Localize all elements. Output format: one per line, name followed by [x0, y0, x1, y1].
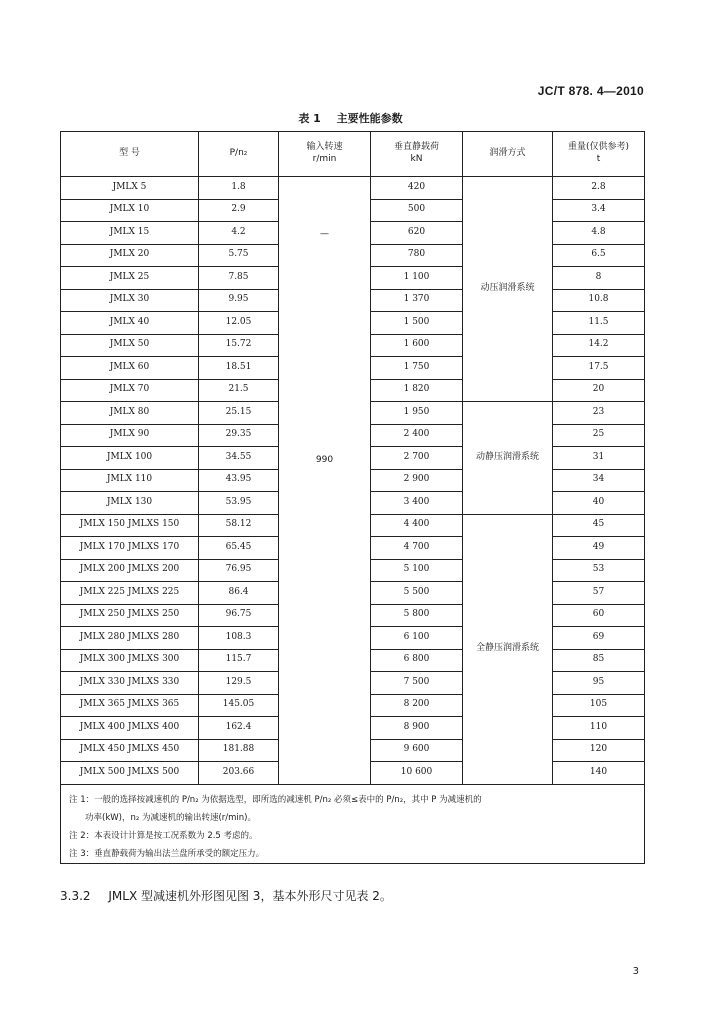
header-speed	[279, 132, 371, 177]
cell-ratio: 25.15	[199, 402, 279, 425]
cell-load: 5 100	[371, 559, 463, 582]
cell-ratio: 18.51	[199, 357, 279, 380]
performance-table	[60, 131, 645, 864]
cell-weight: 140	[553, 762, 645, 785]
cell-ratio: 21.5	[199, 379, 279, 402]
cell-weight: 34	[553, 469, 645, 492]
cell-model: JMLX 80	[61, 402, 199, 425]
cell-ratio: 129.5	[199, 672, 279, 695]
cell-ratio: 7.85	[199, 267, 279, 290]
cell-load: 10 600	[371, 762, 463, 785]
cell-load: 3 400	[371, 492, 463, 515]
cell-ratio: 162.4	[199, 717, 279, 740]
table-header-row	[61, 132, 645, 177]
cell-ratio: 34.55	[199, 447, 279, 470]
cell-model: JMLX 10	[61, 199, 199, 222]
cell-load: 5 500	[371, 582, 463, 605]
table-title: 主要性能参数	[336, 112, 403, 125]
cell-lube-group: 动压润滑系统	[463, 177, 553, 402]
cell-load: 420	[371, 177, 463, 200]
cell-ratio: 58.12	[199, 514, 279, 537]
note-1-continued: 功率(kW)，n₂ 为减速机的输出转速(r/min)。	[85, 812, 256, 823]
table-row	[61, 177, 645, 200]
cell-load: 1 950	[371, 402, 463, 425]
cell-ratio: 1.8	[199, 177, 279, 200]
cell-load: 4 400	[371, 514, 463, 537]
cell-lube-group: 全静压润滑系统	[463, 514, 553, 784]
page-number: 3	[632, 966, 639, 977]
cell-load: 7 500	[371, 672, 463, 695]
cell-model: JMLX 200 JMLXS 200	[61, 559, 199, 582]
cell-weight: 23	[553, 402, 645, 425]
header-speed-label: 输入转速	[306, 142, 343, 153]
cell-model: JMLX 150 JMLXS 150	[61, 514, 199, 537]
cell-load: 1 750	[371, 357, 463, 380]
cell-weight: 95	[553, 672, 645, 695]
cell-ratio: 53.95	[199, 492, 279, 515]
cell-load: 4 700	[371, 537, 463, 560]
cell-ratio: 108.3	[199, 627, 279, 650]
cell-model: JMLX 40	[61, 312, 199, 335]
cell-ratio: 43.95	[199, 469, 279, 492]
cell-load: 780	[371, 244, 463, 267]
cell-ratio: 145.05	[199, 694, 279, 717]
cell-weight: 53	[553, 559, 645, 582]
cell-weight: 40	[553, 492, 645, 515]
table-body	[61, 177, 645, 785]
header-weight-label: 重量(仅供参考)	[567, 142, 630, 153]
cell-load: 1 820	[371, 379, 463, 402]
cell-model: JMLX 280 JMLXS 280	[61, 627, 199, 650]
cell-model: JMLX 250 JMLXS 250	[61, 604, 199, 627]
cell-model: JMLX 130	[61, 492, 199, 515]
header-lube: 润滑方式	[463, 132, 553, 177]
header-load-label: 垂直静载荷	[393, 142, 439, 153]
cell-weight: 3.4	[553, 199, 645, 222]
cell-model: JMLX 70	[61, 379, 199, 402]
header-load-unit: kN	[410, 154, 423, 164]
cell-model: JMLX 60	[61, 357, 199, 380]
speed-dash: —	[320, 229, 329, 239]
standard-code: JC/T 878. 4—2010	[537, 84, 644, 98]
cell-input-speed	[279, 177, 371, 785]
cell-load: 5 800	[371, 604, 463, 627]
cell-model: JMLX 90	[61, 424, 199, 447]
cell-load: 2 900	[371, 469, 463, 492]
cell-load: 1 600	[371, 334, 463, 357]
note-3: 注 3：垂直静载荷为输出法兰盘所承受的额定压力。	[69, 848, 265, 859]
cell-load: 8 200	[371, 694, 463, 717]
cell-weight: 49	[553, 537, 645, 560]
cell-weight: 85	[553, 649, 645, 672]
cell-model: JMLX 300 JMLXS 300	[61, 649, 199, 672]
cell-ratio: 115.7	[199, 649, 279, 672]
cell-ratio: 203.66	[199, 762, 279, 785]
cell-weight: 110	[553, 717, 645, 740]
speed-value: 990	[315, 454, 334, 465]
section-number: 3.3.2	[60, 889, 91, 903]
cell-weight: 11.5	[553, 312, 645, 335]
header-speed-unit: r/min	[312, 154, 337, 164]
cell-weight: 69	[553, 627, 645, 650]
cell-weight: 8	[553, 267, 645, 290]
cell-weight: 57	[553, 582, 645, 605]
cell-model: JMLX 500 JMLXS 500	[61, 762, 199, 785]
cell-model: JMLX 30	[61, 289, 199, 312]
notes-row	[61, 784, 645, 863]
cell-model: JMLX 15	[61, 222, 199, 245]
table-caption	[0, 110, 701, 126]
cell-load: 1 100	[371, 267, 463, 290]
cell-model: JMLX 110	[61, 469, 199, 492]
cell-load: 8 900	[371, 717, 463, 740]
cell-weight: 14.2	[553, 334, 645, 357]
cell-ratio: 9.95	[199, 289, 279, 312]
cell-weight: 6.5	[553, 244, 645, 267]
cell-weight: 25	[553, 424, 645, 447]
cell-model: JMLX 5	[61, 177, 199, 200]
cell-weight: 105	[553, 694, 645, 717]
header-load	[371, 132, 463, 177]
cell-model: JMLX 100	[61, 447, 199, 470]
cell-weight: 31	[553, 447, 645, 470]
cell-model: JMLX 170 JMLXS 170	[61, 537, 199, 560]
cell-ratio: 15.72	[199, 334, 279, 357]
table-label: 表 1	[298, 112, 321, 125]
cell-ratio: 12.05	[199, 312, 279, 335]
cell-weight: 45	[553, 514, 645, 537]
cell-load: 9 600	[371, 739, 463, 762]
cell-ratio: 29.35	[199, 424, 279, 447]
notes-cell	[61, 784, 645, 863]
header-weight-unit: t	[596, 154, 601, 164]
cell-weight: 60	[553, 604, 645, 627]
cell-weight: 4.8	[553, 222, 645, 245]
cell-weight: 2.8	[553, 177, 645, 200]
cell-weight: 17.5	[553, 357, 645, 380]
section-text: JMLX 型减速机外形图见图 3，基本外形尺寸见表 2。	[108, 889, 392, 903]
cell-ratio: 86.4	[199, 582, 279, 605]
cell-model: JMLX 400 JMLXS 400	[61, 717, 199, 740]
cell-ratio: 2.9	[199, 199, 279, 222]
cell-load: 6 800	[371, 649, 463, 672]
header-weight	[553, 132, 645, 177]
cell-load: 6 100	[371, 627, 463, 650]
cell-load: 2 400	[371, 424, 463, 447]
cell-weight: 120	[553, 739, 645, 762]
note-2: 注 2：本表设计计算是按工况系数为 2.5 考虑的。	[69, 830, 258, 841]
header-ratio: P/n₂	[199, 132, 279, 177]
cell-model: JMLX 225 JMLXS 225	[61, 582, 199, 605]
cell-ratio: 65.45	[199, 537, 279, 560]
cell-ratio: 5.75	[199, 244, 279, 267]
cell-ratio: 96.75	[199, 604, 279, 627]
section-paragraph	[60, 887, 392, 904]
cell-ratio: 181.88	[199, 739, 279, 762]
cell-ratio: 76.95	[199, 559, 279, 582]
cell-model: JMLX 50	[61, 334, 199, 357]
cell-lube-group: 动静压润滑系统	[463, 402, 553, 515]
cell-model: JMLX 365 JMLXS 365	[61, 694, 199, 717]
cell-model: JMLX 25	[61, 267, 199, 290]
cell-load: 1 370	[371, 289, 463, 312]
cell-model: JMLX 20	[61, 244, 199, 267]
cell-load: 2 700	[371, 447, 463, 470]
cell-model: JMLX 450 JMLXS 450	[61, 739, 199, 762]
header-model: 型 号	[61, 132, 199, 177]
cell-load: 500	[371, 199, 463, 222]
cell-ratio: 4.2	[199, 222, 279, 245]
cell-weight: 20	[553, 379, 645, 402]
cell-model: JMLX 330 JMLXS 330	[61, 672, 199, 695]
cell-load: 620	[371, 222, 463, 245]
cell-weight: 10.8	[553, 289, 645, 312]
note-1: 注 1：一般的选择按减速机的 P/n₂ 为依据选型，即所选的减速机 P/n₂ 必须≤表中的 P/n₂，其中 P 为减速机的	[69, 794, 482, 805]
cell-load: 1 500	[371, 312, 463, 335]
